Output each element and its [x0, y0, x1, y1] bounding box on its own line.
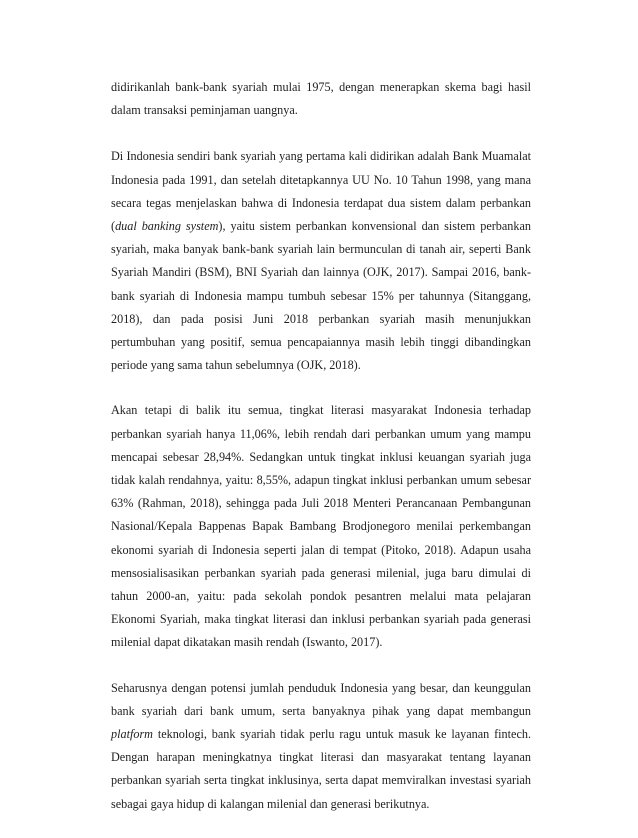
paragraph-italic-text: platform — [111, 727, 153, 742]
paragraph-text: didirikanlah bank-bank syariah mulai 1975, dengan menerapkan skema bagi hasil dalam transaksi peminjaman uangnya. — [111, 80, 531, 118]
paragraph-text: teknologi, bank syariah tidak perlu ragu untuk masuk ke layanan fintech. Dengan harapan meningkatnya tingkat literasi dan masyarakat tentang layanan perbankan syariah serta tingkat inklusinya, serta dapat memviralkan investasi syariah sebagai gaya hidup di kalangan milenial dan generasi berikutnya. — [111, 727, 531, 811]
paragraph — [111, 145, 531, 377]
paragraph-text: ), yaitu sistem perbankan konvensional dan sistem perbankan syariah, maka banyak bank-bank syariah lain bermunculan di tanah air, seperti Bank Syariah Mandiri (BSM), BNI Syariah dan lainnya (OJK, 2017). Sampai 2016, bank-bank syariah di Indonesia mampu tumbuh sebesar 15% per tahunnya (Sitanggang, 2018), dan pada posisi Juni 2018 perbankan syariah masih menunjukkan pertumbuhan yang positif, semua pencapaiannya masih lebih tinggi dibandingkan periode yang sama tahun sebelumnya (OJK, 2018). — [111, 219, 531, 373]
paragraph — [111, 399, 531, 654]
paragraph-text: Seharusnya dengan potensi jumlah penduduk Indonesia yang besar, dan keunggulan bank syariah dari bank umum, serta banyaknya pihak yang dapat membangun — [111, 680, 531, 718]
document-body — [111, 76, 531, 838]
paragraph-italic-text: dual banking system — [115, 219, 219, 234]
paragraph-text: Di Indonesia sendiri bank syariah yang pertama kali didirikan adalah Bank Muamalat Indonesia pada 1991, dan setelah ditetapkannya UU No. 10 Tahun 1998, yang mana secara tegas menjelaskan bahwa di Indonesia terdapat dua sistem dalam perbankan ( — [111, 149, 531, 234]
paragraph — [111, 76, 531, 122]
paragraph — [111, 677, 531, 816]
paragraph-text: Akan tetapi di balik itu semua, tingkat literasi masyarakat Indonesia terhadap perbankan syariah hanya 11,06%, lebih rendah dari perbankan umum yang mampu mencapai sebesar 28,94%. Sedangkan untuk tingkat inklusi keuangan syariah juga tidak kalah rendahnya, yaitu: 8,55%, adapun tingkat inklusi perbankan umum sebesar 63% (Rahman, 2018), sehingga pada Juli 2018 Menteri Perancanaan Pembangunan Nasional/Kepala Bappenas Bapak Bambang Brodjonegoro menilai perkembangan ekonomi syariah di Indonesia seperti jalan di tempat (Pitoko, 2018). Adapun usaha mensosialisasikan perbankan syariah pada generasi milenial, juga baru dimulai di tahun 2000-an, yaitu: pada sekolah pondok pesantren melalui mata pelajaran Ekonomi Syariah, maka tingkat literasi dan inklusi perbankan syariah pada generasi milenial dapat dikatakan masih rendah (Iswanto, 2017). — [111, 403, 531, 650]
